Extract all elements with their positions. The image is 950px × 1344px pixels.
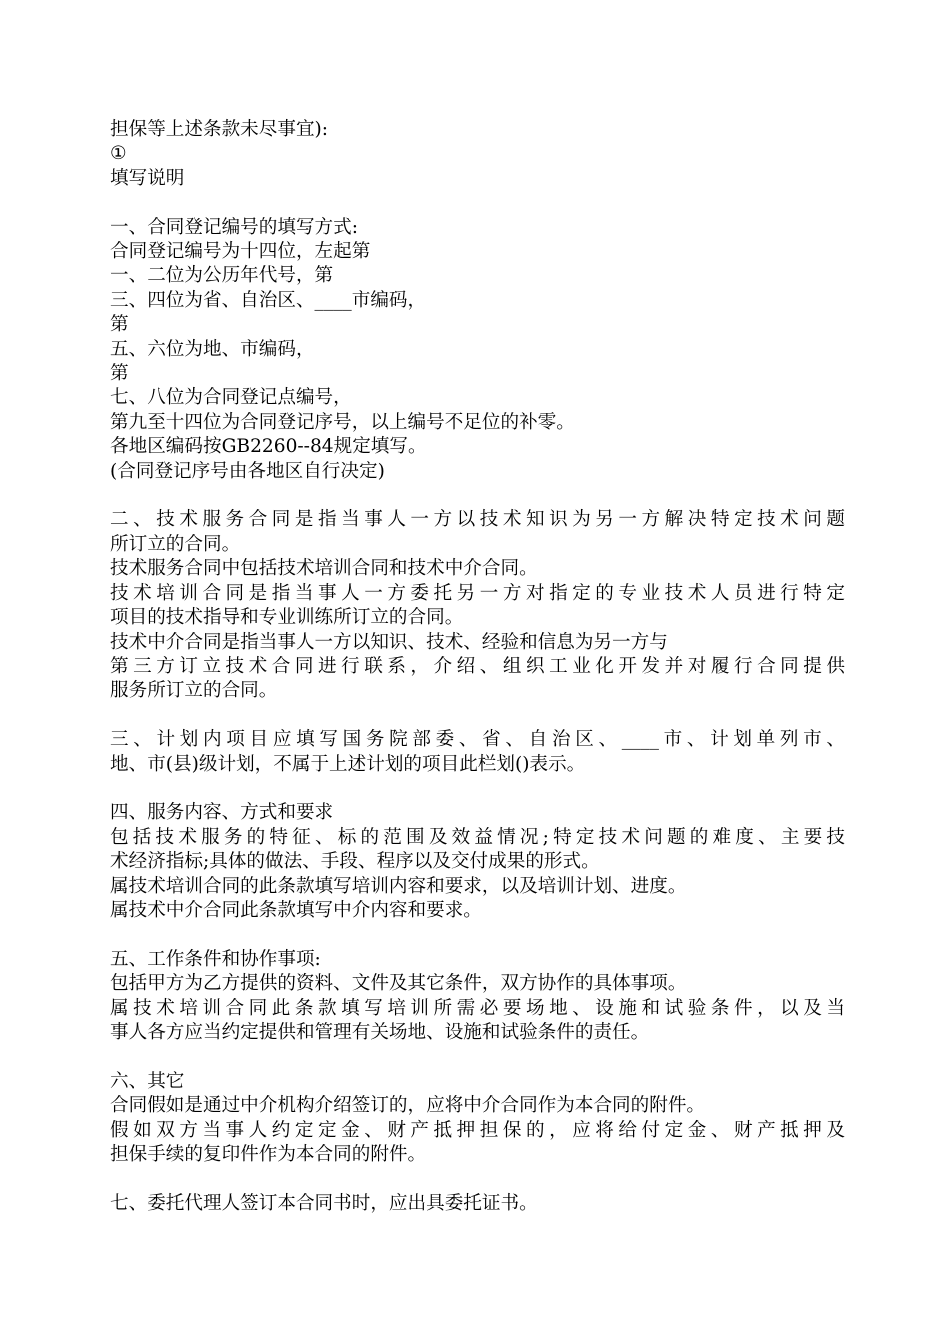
section-heading-5: 五、工作条件和协作事项: xyxy=(110,948,321,970)
section-heading-2: 二、技术服务合同是指当事人一方以技术知识为另一方解决特定技术问题 xyxy=(110,509,845,531)
text-line: 五、六位为地、市编码， xyxy=(110,338,315,360)
text-line: 属技术中介合同此条款填写中介内容和要求。 xyxy=(110,899,482,921)
blank-line xyxy=(110,1045,845,1069)
circled-number: ① xyxy=(110,143,127,165)
text-line: 包括技术服务的特征、标的范围及效益情况;特定技术问题的难度、主要技 xyxy=(110,826,845,848)
text-line: 一、二位为公历年代号，第 xyxy=(110,265,334,287)
text-line: 合同登记编号为十四位，左起第 xyxy=(110,241,371,263)
section-title: 填写说明 xyxy=(110,167,185,189)
text-line: 技术中介合同是指当事人一方以知识、技术、经验和信息为另一方与 xyxy=(110,631,668,653)
text-line: 所订立的合同。 xyxy=(110,533,241,555)
text-line: 属技术培训合同的此条款填写培训内容和要求，以及培训计划、进度。 xyxy=(110,875,687,897)
text-line: (合同登记序号由各地区自行决定) xyxy=(110,460,385,482)
text-line: 术经济指标;具体的做法、手段、程序以及交付成果的形式。 xyxy=(110,851,600,873)
text-line: 各地区编码按GB2260--84规定填写。 xyxy=(110,436,427,458)
text-line: 第 xyxy=(110,363,129,385)
text-line: 假如双方当事人约定定金、财产抵押担保的，应将给付定金、财产抵押及 xyxy=(110,1119,845,1141)
text-line: 第三方订立技术合同进行联系，介绍、组织工业化开发并对履行合同提供 xyxy=(110,655,845,677)
section-heading-7: 七、委托代理人签订本合同书时，应出具委托证书。 xyxy=(110,1192,538,1214)
section-heading-3: 三、计划内项目应填写国务院部委、省、自治区、____市、计划单列市、 xyxy=(110,729,845,751)
document-body xyxy=(110,118,845,1216)
blank-line xyxy=(110,484,845,508)
text-line: 第 xyxy=(110,314,129,336)
text-line: 技术培训合同是指当事人一方委托另一方对指定的专业技术人员进行特定 xyxy=(110,582,845,604)
text-line: 合同假如是通过中介机构介绍签订的，应将中介合同作为本合同的附件。 xyxy=(110,1095,706,1117)
section-heading-4: 四、服务内容、方式和要求 xyxy=(110,802,334,824)
text-line: 服务所订立的合同。 xyxy=(110,680,278,702)
blank-line xyxy=(110,1167,845,1191)
text-line: 项目的技术指导和专业训练所订立的合同。 xyxy=(110,607,464,629)
blank-line xyxy=(110,923,845,947)
text-line: 地、市(县)级计划，不属于上述计划的项目此栏划()表示。 xyxy=(110,753,586,775)
text-line: 三、四位为省、自治区、____市编码， xyxy=(110,289,427,311)
blank-line xyxy=(110,704,845,728)
text-line: 担保等上述条款未尽事宜): xyxy=(110,119,329,140)
blank-line xyxy=(110,777,845,801)
text-line: 事人各方应当约定提供和管理有关场地、设施和试验条件的责任。 xyxy=(110,1021,650,1043)
section-heading-1: 一、合同登记编号的填写方式: xyxy=(110,216,358,238)
blank-line xyxy=(110,191,845,215)
text-line: 属技术培训合同此条款填写培训所需必要场地、设施和试验条件，以及当 xyxy=(110,997,845,1019)
text-line: 技术服务合同中包括技术培训合同和技术中介合同。 xyxy=(110,558,538,580)
text-line: 担保手续的复印件作为本合同的附件。 xyxy=(110,1143,427,1165)
text-line: 七、八位为合同登记点编号， xyxy=(110,387,352,409)
section-heading-6: 六、其它 xyxy=(110,1070,185,1092)
text-line: 包括甲方为乙方提供的资料、文件及其它条件，双方协作的具体事项。 xyxy=(110,973,687,995)
text-line: 第九至十四位为合同登记序号，以上编号不足位的补零。 xyxy=(110,411,575,433)
